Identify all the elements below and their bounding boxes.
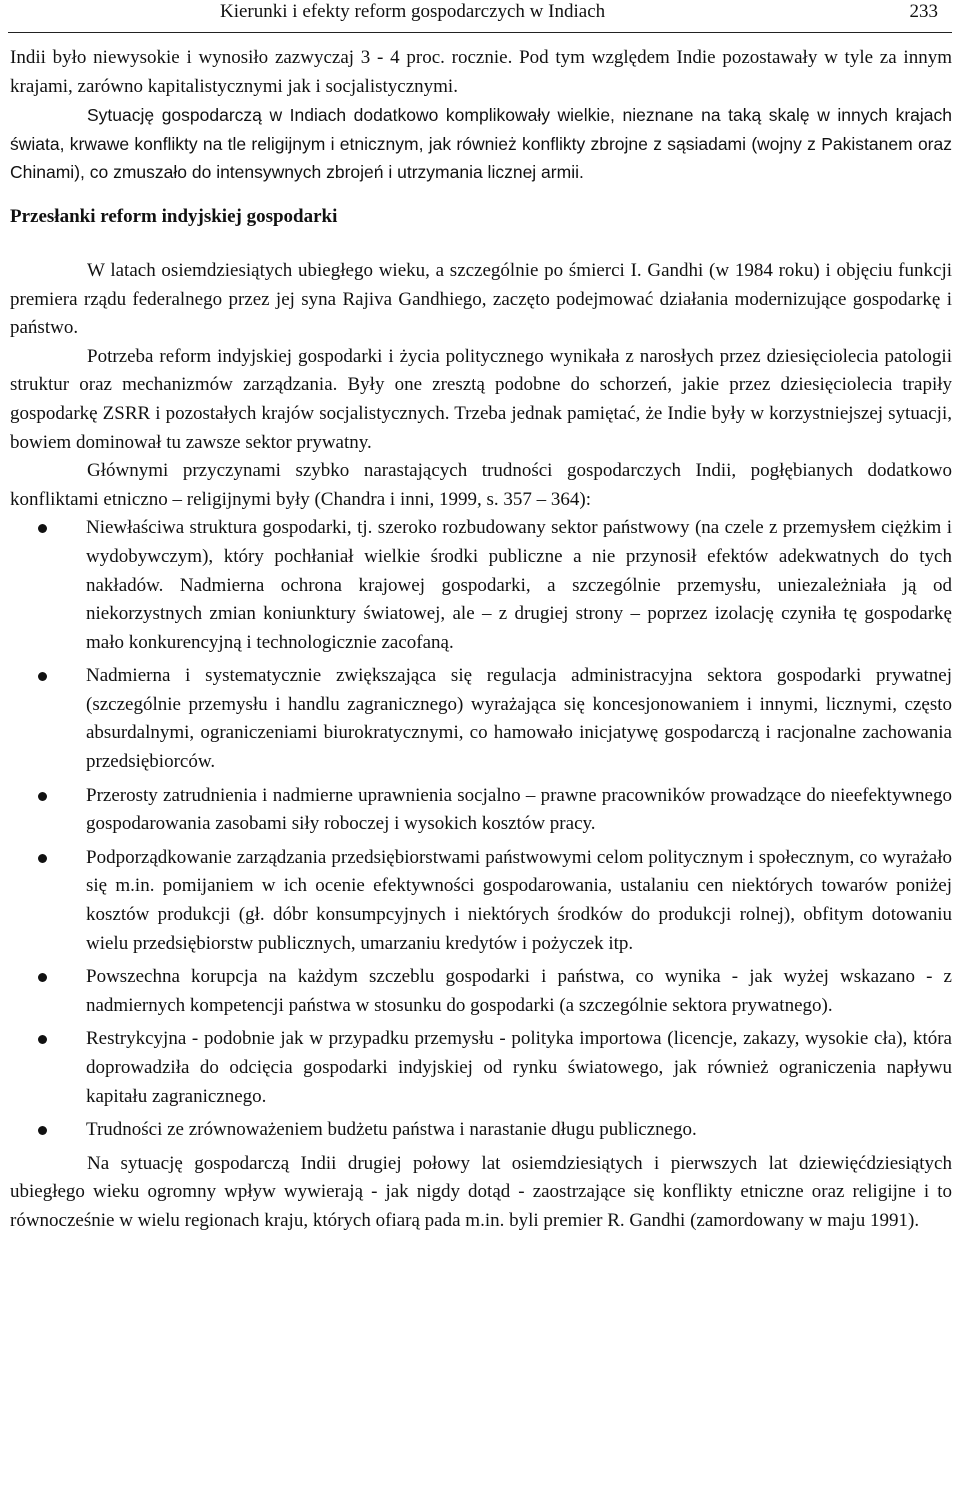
bullet-icon — [38, 792, 47, 801]
running-title: Kierunki i efekty reform gospodarczych w Indiach — [220, 1, 606, 22]
list-item-text: Podporządkowanie zarządzania przedsiębiorstwami państwowymi celom politycznym i społecznym, co wyrażało się m.in. pomijaniem w ich ocenie efektywności gospodarowania, ustalaniu cen niektórych towarów poniżej kosztów produkcji (gł. dóbr konsumpcyjnych i niektórych środków do produkcji rolnej), obfitym dotowaniu wielu przedsiębiorstw publicznych, umarzaniu kredytów i pożyczek itp. — [86, 846, 952, 954]
bullet-icon — [38, 524, 47, 533]
bullet-icon — [38, 1126, 47, 1135]
paragraph-causes-intro: Głównymi przyczynami szybko narastających trudności gospodarczych Indii, pogłębianych dodatkowo konfliktami etniczno – religijnymi były (Chandra i inni, 1999, s. 357 – 364): — [10, 460, 952, 510]
list-item-text: Restrykcyjna - podobnie jak w przypadku przemysłu - polityka importowa (licencje, zakazy, wysokie cła), która doprowadziła do odcięcia gospodarki indyjskiej od rynku światowego, jak również ograniczenia napływu kapitału zagranicznego. — [86, 1028, 952, 1107]
list-item-text: Nadmierna i systematycznie zwiększająca się regulacja administracyjna sektora gospodarki prywatnej (szczególnie przemysłu i handlu zagranicznego) wyrażająca się koncesjonowaniem i innymi, licznymi, często absurdalnymi, ograniczeniami biurokratycznymi, co hamowało inicjatywę gospodarczą i racjonalne zachowania przedsiębiorców. — [86, 665, 952, 773]
section-heading: Przesłanki reform indyjskiej gospodarki — [10, 205, 338, 227]
bullet-icon — [38, 854, 47, 863]
paragraph-reform-need: Potrzeba reform indyjskiej gospodarki i życia politycznego wynikała z narosłych przez dziesięciolecia patologii struktur oraz mechanizmów zarządzania. Były one zresztą podobne do schorzeń, jakie przez dziesięciolecia trapiły gospodarkę ZSRR i pozostałych krajów socjalistycznych. Trzeba jednak pamiętać, że Indie były w korzystniejszej sytuacji, bowiem dominował tu zawsze sektor prywatny. — [10, 345, 952, 453]
list-item — [10, 782, 952, 839]
list-item — [10, 1116, 952, 1145]
list-item — [10, 844, 952, 958]
causes-list — [10, 514, 952, 1144]
paragraph-conflicts: Sytuację gospodarczą w Indiach dodatkowo komplikowały wielkie, nieznane na taką skalę w innych krajach świata, krwawe konflikty na tle religijnym i etnicznym, jak również konflikty zbrojne z sąsiadami (wojny z Pakistanem oraz Chinami), co zmuszało do intensywnych zbrojeń i utrzymania licznej armii. — [10, 105, 952, 183]
running-header — [8, 0, 952, 33]
list-item — [10, 514, 952, 657]
list-item-text: Przerosty zatrudnienia i nadmierne uprawnienia socjalno – prawne pracowników prowadzące do nieefektywnego gospodarowania zasobami siły roboczej i wysokich kosztów pracy. — [86, 784, 952, 835]
list-item — [10, 662, 952, 776]
page-body — [10, 44, 952, 1236]
list-item-text: Trudności ze zrównoważeniem budżetu państwa i narastanie długu publicznego. — [86, 1119, 697, 1141]
list-item — [10, 963, 952, 1020]
bullet-icon — [38, 1035, 47, 1044]
list-item-text: Niewłaściwa struktura gospodarki, tj. szeroko rozbudowany sektor państwowy (na czele z przemysłem ciężkim i wydobywczym), który pochłaniał wielkie środki publiczne a nie przynosił efektów adekwatnych do tych nakładów. Nadmierna ochrona krajowej gospodarki, a szczególnie przemysłu, uniezależniała ją od niekorzystnych zmian koniunktury światowej, ale – z drugiej strony – poprzez izolację czyniła tę gospodarkę mało konkurencyjną i technologicznie zacofaną. — [86, 517, 952, 653]
list-item — [10, 1025, 952, 1111]
paragraph-eighties: W latach osiemdziesiątych ubiegłego wieku, a szczególnie po śmierci I. Gandhi (w 1984 roku) i objęciu funkcji premiera rządu federalnego przez jej syna Rajiva Gandhiego, zaczęto podejmować działania modernizujące gospodarkę i państwo. — [10, 259, 952, 339]
bullet-icon — [38, 672, 47, 681]
bullet-icon — [38, 973, 47, 982]
page-number: 233 — [909, 1, 938, 22]
paragraph-continuation: Indii było niewysokie i wynosiło zazwyczaj 3 - 4 proc. rocznie. Pod tym względem Indie pozostawały w tyle za innym krajami, zarówno kapitalistycznymi jak i socjalistycznymi. — [10, 47, 952, 97]
paragraph-final: Na sytuację gospodarczą Indii drugiej połowy lat osiemdziesiątych i pierwszych lat dziewięćdziesiątych ubiegłego wieku ogromny wpływ wywierają - jak nigdy dotąd - zaostrzające się konflikty etniczne oraz religijne i to równocześnie w wielu regionach kraju, których ofiarą pada m.in. byli premier R. Gandhi (zamordowany w maju 1991). — [10, 1152, 952, 1231]
list-item-text: Powszechna korupcja na każdym szczeblu gospodarki i państwa, co wynika - jak wyżej wskazano - z nadmiernych kompetencji państwa w stosunku do gospodarki (a szczególnie sektora prywatnego). — [86, 966, 952, 1016]
